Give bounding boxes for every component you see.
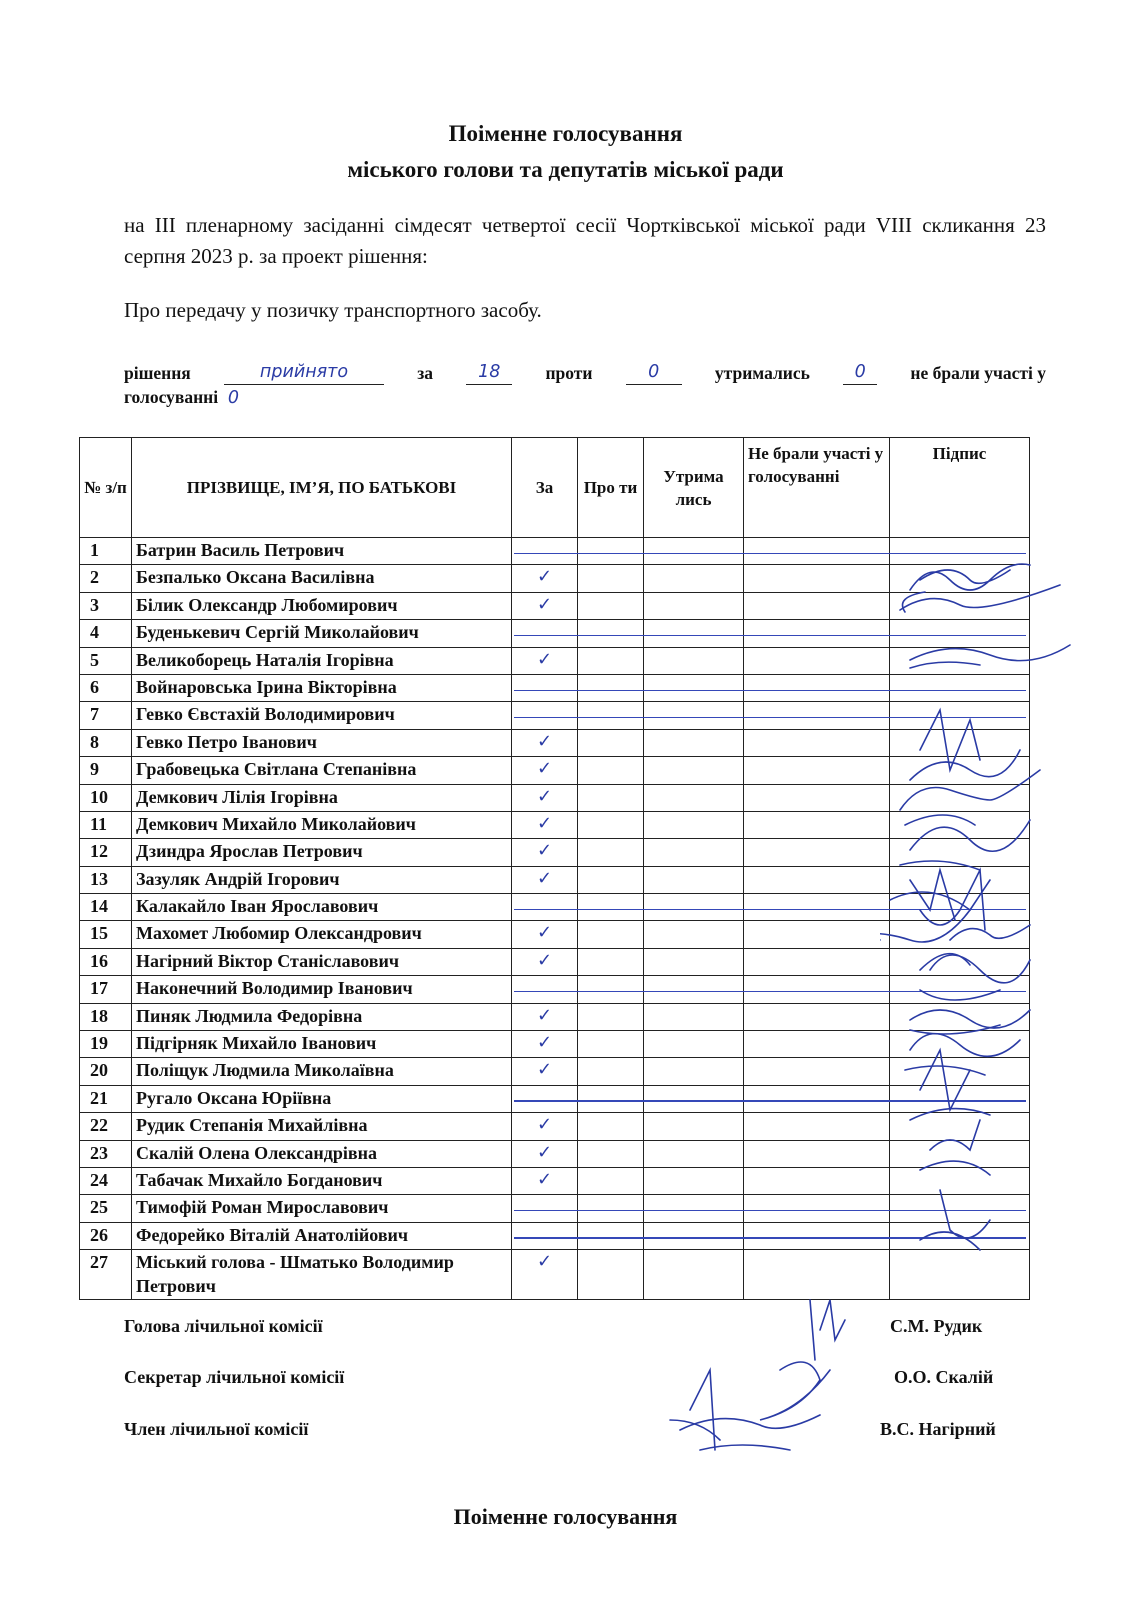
row-not-voted: [744, 839, 890, 866]
vote-check-icon: ✓: [512, 921, 578, 948]
row-number: 16: [80, 948, 132, 975]
row-number: 21: [80, 1085, 132, 1112]
row-number: 25: [80, 1195, 132, 1222]
row-vote-against: [578, 620, 644, 647]
row-vote-against: [578, 729, 644, 756]
row-name: Гевко Євстахій Володимирович: [132, 702, 512, 729]
row-not-voted: [744, 1140, 890, 1167]
vote-check-icon: ✓: [512, 1031, 578, 1058]
draft-decision-subject: Про передачу у позичку транспортного засобу.: [124, 298, 542, 322]
row-vote-against: [578, 674, 644, 701]
row-vote-abstained: [644, 784, 744, 811]
row-vote-abstained: [644, 1167, 744, 1194]
row-vote-abstained: [644, 674, 744, 701]
header-for: За: [512, 438, 578, 538]
row-vote-abstained: [644, 894, 744, 921]
row-vote-abstained: [644, 702, 744, 729]
row-vote-for: [512, 620, 578, 647]
commission-chair-label: Голова лічильної комісії: [124, 1316, 323, 1336]
row-vote-abstained: [644, 1113, 744, 1140]
row-vote-abstained: [644, 921, 744, 948]
row-vote-against: [578, 1031, 644, 1058]
row-number: 13: [80, 866, 132, 893]
row-number: 20: [80, 1058, 132, 1085]
row-vote-against: [578, 894, 644, 921]
vote-check-icon: ✓: [512, 1058, 578, 1085]
vote-check-icon: ✓: [512, 811, 578, 838]
row-vote-against: [578, 1113, 644, 1140]
row-not-voted: [744, 811, 890, 838]
row-vote-abstained: [644, 620, 744, 647]
for-label: за: [417, 363, 434, 383]
row-not-voted: [744, 866, 890, 893]
row-vote-abstained: [644, 592, 744, 619]
row-vote-against: [578, 1058, 644, 1085]
row-vote-against: [578, 1140, 644, 1167]
row-vote-against: [578, 592, 644, 619]
vote-check-icon: ✓: [512, 839, 578, 866]
row-vote-against: [578, 948, 644, 975]
row-name: Підгірняк Михайло Іванович: [132, 1031, 512, 1058]
row-number: 17: [80, 976, 132, 1003]
row-vote-abstained: [644, 1222, 744, 1249]
row-number: 12: [80, 839, 132, 866]
against-label: проти: [545, 363, 593, 383]
row-number: 27: [80, 1250, 132, 1300]
row-vote-for: [512, 1195, 578, 1222]
row-name: Федорейко Віталій Анатолійович: [132, 1222, 512, 1249]
row-name: Великоборець Наталія Ігорівна: [132, 647, 512, 674]
header-number: № з/п: [80, 438, 132, 538]
row-number: 4: [80, 620, 132, 647]
commission-member-label: Член лічильної комісії: [124, 1419, 309, 1439]
row-vote-against: [578, 976, 644, 1003]
row-number: 26: [80, 1222, 132, 1249]
row-name: Гевко Петро Іванович: [132, 729, 512, 756]
row-number: 11: [80, 811, 132, 838]
vote-check-icon: ✓: [512, 866, 578, 893]
row-vote-against: [578, 921, 644, 948]
row-number: 9: [80, 757, 132, 784]
row-number: 19: [80, 1031, 132, 1058]
vote-check-icon: ✓: [512, 1003, 578, 1030]
row-name: Поліщук Людмила Миколаївна: [132, 1058, 512, 1085]
row-vote-against: [578, 702, 644, 729]
row-vote-abstained: [644, 757, 744, 784]
row-vote-for: [512, 894, 578, 921]
row-vote-abstained: [644, 538, 744, 565]
signatures-scribble-column: [880, 550, 1080, 1310]
row-not-voted: [744, 921, 890, 948]
row-name: Білик Олександр Любомирович: [132, 592, 512, 619]
vote-check-icon: ✓: [512, 647, 578, 674]
not-voted-count: 0: [227, 388, 240, 408]
row-number: 7: [80, 702, 132, 729]
row-vote-abstained: [644, 1031, 744, 1058]
row-vote-against: [578, 647, 644, 674]
row-vote-against: [578, 1195, 644, 1222]
row-name: Грабовецька Світлана Степанівна: [132, 757, 512, 784]
row-not-voted: [744, 976, 890, 1003]
row-vote-for: [512, 1222, 578, 1249]
row-number: 8: [80, 729, 132, 756]
row-vote-against: [578, 811, 644, 838]
row-vote-for: [512, 538, 578, 565]
vote-check-icon: ✓: [512, 565, 578, 592]
row-vote-against: [578, 757, 644, 784]
row-vote-abstained: [644, 565, 744, 592]
next-page-title: Поіменне голосування: [453, 1504, 678, 1529]
row-name: Рудик Степанія Михайлівна: [132, 1113, 512, 1140]
header-against: Про ти: [578, 438, 644, 538]
row-vote-abstained: [644, 866, 744, 893]
row-not-voted: [744, 1222, 890, 1249]
row-name: Скалій Олена Олександрівна: [132, 1140, 512, 1167]
row-vote-against: [578, 1003, 644, 1030]
row-number: 2: [80, 565, 132, 592]
row-vote-for: [512, 702, 578, 729]
header-signature: Підпис: [890, 438, 1030, 538]
row-number: 5: [80, 647, 132, 674]
row-vote-against: [578, 538, 644, 565]
header-not-voted: Не брали участі у голосуванні: [744, 438, 890, 538]
row-number: 18: [80, 1003, 132, 1030]
row-not-voted: [744, 757, 890, 784]
row-vote-for: [512, 1085, 578, 1112]
row-not-voted: [744, 620, 890, 647]
vote-check-icon: ✓: [512, 1113, 578, 1140]
vote-check-icon: ✓: [512, 729, 578, 756]
vote-check-icon: ✓: [512, 592, 578, 619]
row-number: 24: [80, 1167, 132, 1194]
header-abstained: Утрима лись: [644, 438, 744, 538]
vote-check-icon: ✓: [512, 1167, 578, 1194]
row-name: Буденькевич Сергій Миколайович: [132, 620, 512, 647]
row-name: Табачак Михайло Богданович: [132, 1167, 512, 1194]
row-name: Махомет Любомир Олександрович: [132, 921, 512, 948]
row-not-voted: [744, 592, 890, 619]
row-not-voted: [744, 674, 890, 701]
row-not-voted: [744, 1195, 890, 1222]
row-number: 10: [80, 784, 132, 811]
row-name: Дзиндра Ярослав Петрович: [132, 839, 512, 866]
row-number: 15: [80, 921, 132, 948]
row-number: 14: [80, 894, 132, 921]
row-vote-for: [512, 674, 578, 701]
row-name: Пиняк Людмила Федорівна: [132, 1003, 512, 1030]
row-not-voted: [744, 1113, 890, 1140]
row-not-voted: [744, 647, 890, 674]
vote-check-icon: ✓: [512, 948, 578, 975]
row-name: Нагірний Віктор Станіславович: [132, 948, 512, 975]
row-vote-against: [578, 1222, 644, 1249]
decision-summary: [124, 360, 1046, 410]
row-number: 1: [80, 538, 132, 565]
row-vote-against: [578, 1167, 644, 1194]
not-voted-label: не брали участі у: [910, 363, 1046, 383]
row-not-voted: [744, 948, 890, 975]
session-intro-text: на ІІІ пленарному засіданні сімдесят четвертої сесії Чортківської міської ради VІІІ скликання 23 серпня 2023 р. за проект рішення:: [124, 213, 1046, 268]
row-name: Наконечний Володимир Іванович: [132, 976, 512, 1003]
row-not-voted: [744, 565, 890, 592]
row-vote-against: [578, 1085, 644, 1112]
vote-check-icon: ✓: [512, 1250, 578, 1300]
commission-member-name: В.С. Нагірний: [880, 1419, 996, 1439]
commission-chair-name: С.М. Рудик: [890, 1316, 983, 1336]
row-name: Демкович Лілія Ігорівна: [132, 784, 512, 811]
row-vote-abstained: [644, 729, 744, 756]
for-count: 18: [466, 360, 512, 385]
row-number: 3: [80, 592, 132, 619]
row-vote-abstained: [644, 811, 744, 838]
commission-secretary-label: Секретар лічильної комісії: [124, 1367, 345, 1387]
row-vote-abstained: [644, 1003, 744, 1030]
decision-value: прийнято: [224, 360, 384, 385]
row-vote-abstained: [644, 1058, 744, 1085]
row-number: 22: [80, 1113, 132, 1140]
vote-check-icon: ✓: [512, 784, 578, 811]
against-count: 0: [626, 360, 682, 385]
row-not-voted: [744, 1003, 890, 1030]
row-name: Тимофій Роман Мирославович: [132, 1195, 512, 1222]
row-name: Калакайло Іван Ярославович: [132, 894, 512, 921]
row-not-voted: [744, 1085, 890, 1112]
row-vote-against: [578, 839, 644, 866]
row-vote-abstained: [644, 1085, 744, 1112]
commission-signatures: [660, 1290, 890, 1490]
row-name: Безпалько Оксана Василівна: [132, 565, 512, 592]
row-not-voted: [744, 1167, 890, 1194]
row-name: Зазуляк Андрій Ігорович: [132, 866, 512, 893]
row-not-voted: [744, 894, 890, 921]
row-name: Войнаровська Ірина Вікторівна: [132, 674, 512, 701]
header-name: ПРІЗВИЩЕ, ІМ’Я, ПО БАТЬКОВІ: [132, 438, 512, 538]
row-name: Ругало Оксана Юріївна: [132, 1085, 512, 1112]
row-not-voted: [744, 1031, 890, 1058]
row-number: 23: [80, 1140, 132, 1167]
row-not-voted: [744, 538, 890, 565]
row-not-voted: [744, 729, 890, 756]
not-voted-label-cont: голосуванні: [124, 387, 219, 407]
document-title-line1: Поіменне голосування: [448, 121, 683, 146]
row-vote-abstained: [644, 1195, 744, 1222]
row-vote-abstained: [644, 839, 744, 866]
vote-check-icon: ✓: [512, 1140, 578, 1167]
row-vote-abstained: [644, 976, 744, 1003]
row-not-voted: [744, 702, 890, 729]
row-number: 6: [80, 674, 132, 701]
row-name: Батрин Василь Петрович: [132, 538, 512, 565]
abstained-count: 0: [843, 360, 877, 385]
row-vote-against: [578, 1250, 644, 1300]
row-vote-against: [578, 866, 644, 893]
row-name: Міський голова - Шматько Володимир Петрович: [132, 1250, 512, 1300]
row-vote-for: [512, 976, 578, 1003]
document-title-line2: міського голови та депутатів міської ради: [347, 157, 784, 182]
row-vote-against: [578, 565, 644, 592]
decision-label: рішення: [124, 363, 191, 383]
row-vote-against: [578, 784, 644, 811]
row-name: Демкович Михайло Миколайович: [132, 811, 512, 838]
abstained-label: утримались: [714, 363, 810, 383]
commission-secretary-name: О.О. Скалій: [894, 1367, 994, 1387]
row-not-voted: [744, 784, 890, 811]
row-vote-abstained: [644, 647, 744, 674]
vote-check-icon: ✓: [512, 757, 578, 784]
row-vote-abstained: [644, 1140, 744, 1167]
row-vote-abstained: [644, 948, 744, 975]
row-not-voted: [744, 1058, 890, 1085]
